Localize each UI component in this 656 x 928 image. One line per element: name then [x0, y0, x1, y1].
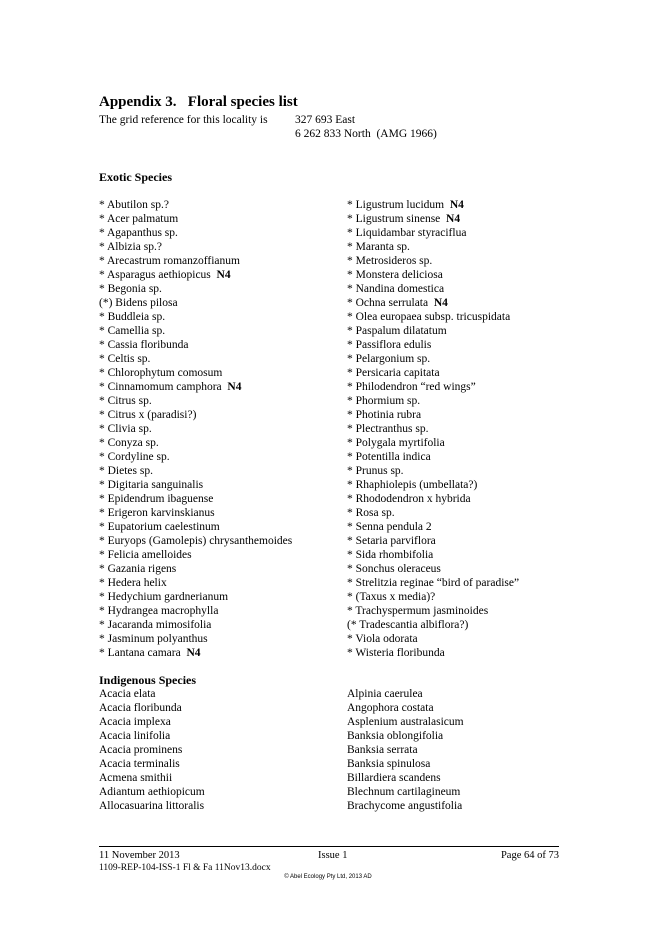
species-item [347, 562, 587, 576]
species-name: * Trachyspermum jasminoides [347, 605, 489, 617]
grid-reference-east: 327 693 East [295, 114, 356, 126]
species-item [347, 198, 587, 212]
species-item [99, 296, 339, 310]
species-item [347, 771, 587, 785]
species-item [347, 464, 587, 478]
species-name: Adiantum aethiopicum [99, 786, 205, 798]
species-name: * Polygala myrtifolia [347, 437, 445, 449]
species-item [347, 324, 587, 338]
species-name: * Nandina domestica [347, 283, 445, 295]
species-name: * Olea europaea subsp. tricuspidata [347, 311, 511, 323]
species-item [99, 590, 339, 604]
species-name: * Digitaria sanguinalis [99, 479, 204, 491]
species-name: Acacia implexa [99, 716, 171, 728]
species-name: Blechnum cartilagineum [347, 786, 461, 798]
species-name: Acacia prominens [99, 744, 183, 756]
footer-page-number: Page 64 of 73 [500, 850, 559, 861]
species-item [347, 799, 587, 813]
species-name: * Photinia rubra [347, 409, 422, 421]
species-item [99, 506, 339, 520]
species-item [99, 799, 339, 813]
grid-reference-north: 6 262 833 North (AMG 1966) [295, 128, 437, 140]
species-item [99, 785, 339, 799]
species-item [347, 618, 587, 632]
species-item [347, 352, 587, 366]
species-item [347, 268, 587, 282]
species-name: * Phormium sp. [347, 395, 421, 407]
species-name: Asplenium australasicum [347, 716, 464, 728]
species-item [99, 632, 339, 646]
species-item [347, 604, 587, 618]
species-item [99, 604, 339, 618]
species-name: * Persicaria capitata [347, 367, 440, 379]
species-item [347, 534, 587, 548]
species-item [347, 408, 587, 422]
species-item [347, 296, 587, 310]
species-item [99, 701, 339, 715]
species-name: * Albizia sp.? [99, 241, 162, 253]
species-name: * Citrus x (paradisi?) [99, 409, 197, 421]
species-name: Brachycome angustifolia [347, 800, 463, 812]
species-item [99, 743, 339, 757]
species-item [99, 324, 339, 338]
species-item [99, 534, 339, 548]
noxious-weed-tag: N4 [446, 213, 461, 225]
species-name: * Maranta sp. [347, 241, 410, 253]
species-name: Acacia elata [99, 688, 156, 700]
species-item [347, 338, 587, 352]
species-item [347, 590, 587, 604]
species-name: * Pelargonium sp. [347, 353, 431, 365]
species-name: * Rhododendron x hybrida [347, 493, 471, 505]
species-name: * Ligustrum sinense [347, 213, 441, 225]
species-item [99, 394, 339, 408]
species-item [99, 408, 339, 422]
exotic-species-heading: Exotic Species [99, 170, 172, 184]
species-item [99, 520, 339, 534]
species-item [347, 254, 587, 268]
species-item [347, 240, 587, 254]
species-item [99, 198, 339, 212]
species-item [99, 240, 339, 254]
species-item [347, 506, 587, 520]
species-item [99, 338, 339, 352]
species-name: * Hydrangea macrophylla [99, 605, 219, 617]
species-name: * Camellia sp. [99, 325, 166, 337]
species-item [99, 212, 339, 226]
species-item [99, 548, 339, 562]
species-item [347, 226, 587, 240]
species-name: * Passiflora edulis [347, 339, 432, 351]
species-name: (* Tradescantia albiflora?) [347, 619, 469, 631]
species-name: * Senna pendula 2 [347, 521, 432, 533]
species-name: * Rhaphiolepis (umbellata?) [347, 479, 478, 491]
footer-divider [99, 846, 559, 847]
species-name: * Felicia amelloides [99, 549, 192, 561]
footer-document-reference: 1109-REP-104-ISS-1 Fl & Fa 11Nov13.docx [99, 863, 271, 873]
indigenous-species-list-left [99, 687, 339, 813]
noxious-weed-tag: N4 [449, 199, 464, 211]
species-name: * Metrosideros sp. [347, 255, 433, 267]
footer-date: 11 November 2013 [99, 850, 180, 861]
species-name: * Monstera deliciosa [347, 269, 443, 281]
species-item [99, 729, 339, 743]
species-name: * (Taxus x media)? [347, 591, 436, 603]
species-item [347, 743, 587, 757]
species-name: * Viola odorata [347, 633, 418, 645]
species-item [99, 380, 339, 394]
appendix-heading [99, 94, 298, 111]
species-name: Allocasuarina littoralis [99, 800, 205, 812]
species-name: * Paspalum dilatatum [347, 325, 447, 337]
species-item [99, 226, 339, 240]
species-item [99, 562, 339, 576]
species-name: * Ligustrum lucidum [347, 199, 445, 211]
species-name: * Conyza sp. [99, 437, 159, 449]
species-item [347, 436, 587, 450]
species-name: * Liquidambar styraciflua [347, 227, 467, 239]
species-item [347, 478, 587, 492]
noxious-weed-tag: N4 [186, 647, 201, 659]
species-item [99, 771, 339, 785]
species-name: * Gazania rigens [99, 563, 177, 575]
species-item [99, 646, 339, 660]
species-item [99, 436, 339, 450]
exotic-species-list-left [99, 198, 339, 660]
species-name: * Euryops (Gamolepis) chrysanthemoides [99, 535, 293, 547]
footer-copyright: © Abel Ecology Pty Ltd, 2013 AD [284, 874, 372, 880]
species-name: Billardiera scandens [347, 772, 441, 784]
species-item [99, 757, 339, 771]
species-name: * Lantana camara [99, 647, 181, 659]
species-name: * Jacaranda mimosifolia [99, 619, 212, 631]
species-name: * Cassia floribunda [99, 339, 189, 351]
species-name: Acacia floribunda [99, 702, 182, 714]
species-item [347, 646, 587, 660]
species-item [347, 394, 587, 408]
species-item [347, 757, 587, 771]
species-name: * Sonchus oleraceus [347, 563, 441, 575]
species-item [347, 380, 587, 394]
species-name: * Plectranthus sp. [347, 423, 429, 435]
species-name: * Begonia sp. [99, 283, 162, 295]
species-name: * Sida rhombifolia [347, 549, 434, 561]
species-name: * Dietes sp. [99, 465, 153, 477]
species-item [99, 352, 339, 366]
species-name: * Ochna serrulata [347, 297, 429, 309]
grid-reference-label: The grid reference for this locality is [99, 114, 268, 126]
species-item [347, 422, 587, 436]
species-name: * Asparagus aethiopicus [99, 269, 211, 281]
species-name: * Hedychium gardnerianum [99, 591, 229, 603]
species-item [347, 729, 587, 743]
appendix-title: Floral species list [187, 94, 298, 110]
species-name: Acacia terminalis [99, 758, 180, 770]
species-item [99, 254, 339, 268]
species-item [347, 785, 587, 799]
species-name: Angophora costata [347, 702, 434, 714]
noxious-weed-tag: N4 [433, 297, 448, 309]
species-name: * Abutilon sp.? [99, 199, 169, 211]
species-name: * Jasminum polyanthus [99, 633, 208, 645]
species-item [347, 632, 587, 646]
species-name: Acmena smithii [99, 772, 173, 784]
exotic-species-list-right [347, 198, 587, 660]
species-name: * Philodendron “red wings” [347, 381, 476, 393]
noxious-weed-tag: N4 [227, 381, 242, 393]
species-item [99, 268, 339, 282]
species-item [99, 422, 339, 436]
species-name: * Potentilla indica [347, 451, 431, 463]
species-name: * Citrus sp. [99, 395, 152, 407]
species-item [347, 366, 587, 380]
species-name: * Cordyline sp. [99, 451, 170, 463]
noxious-weed-tag: N4 [216, 269, 231, 281]
species-name: * Celtis sp. [99, 353, 151, 365]
species-item [347, 310, 587, 324]
species-name: * Arecastrum romanzoffianum [99, 255, 240, 267]
species-item [347, 282, 587, 296]
footer-issue: Issue 1 [318, 850, 348, 861]
indigenous-species-heading: Indigenous Species [99, 673, 197, 687]
species-item [99, 282, 339, 296]
species-name: Alpinia caerulea [347, 688, 423, 700]
species-item [99, 618, 339, 632]
species-name: * Cinnamomum camphora [99, 381, 222, 393]
species-item [99, 464, 339, 478]
species-item [99, 576, 339, 590]
species-name: * Hedera helix [99, 577, 167, 589]
species-item [347, 576, 587, 590]
species-name: * Setaria parviflora [347, 535, 436, 547]
species-item [347, 492, 587, 506]
species-name: * Epidendrum ibaguense [99, 493, 214, 505]
species-name: * Agapanthus sp. [99, 227, 178, 239]
species-name: * Buddleia sp. [99, 311, 166, 323]
species-name: Banksia serrata [347, 744, 418, 756]
species-name: * Chlorophytum comosum [99, 367, 223, 379]
species-name: (*) Bidens pilosa [99, 297, 178, 309]
indigenous-species-list-right [347, 687, 587, 813]
species-item [99, 450, 339, 464]
species-item [99, 310, 339, 324]
species-item [99, 478, 339, 492]
species-name: * Prunus sp. [347, 465, 404, 477]
species-name: Banksia spinulosa [347, 758, 431, 770]
species-name: * Wisteria floribunda [347, 647, 445, 659]
species-name: * Clivia sp. [99, 423, 152, 435]
species-item [347, 701, 587, 715]
species-item [99, 366, 339, 380]
species-item [347, 687, 587, 701]
species-item [99, 715, 339, 729]
species-item [347, 212, 587, 226]
species-name: * Rosa sp. [347, 507, 395, 519]
species-item [347, 715, 587, 729]
species-item [99, 687, 339, 701]
appendix-number: Appendix 3. [99, 94, 177, 110]
species-item [347, 548, 587, 562]
species-item [99, 492, 339, 506]
species-name: * Erigeron karvinskianus [99, 507, 215, 519]
species-item [347, 450, 587, 464]
species-name: Acacia linifolia [99, 730, 171, 742]
species-name: Banksia oblongifolia [347, 730, 444, 742]
species-name: * Strelitzia reginae “bird of paradise” [347, 577, 520, 589]
species-item [347, 520, 587, 534]
species-name: * Eupatorium caelestinum [99, 521, 220, 533]
species-name: * Acer palmatum [99, 213, 179, 225]
